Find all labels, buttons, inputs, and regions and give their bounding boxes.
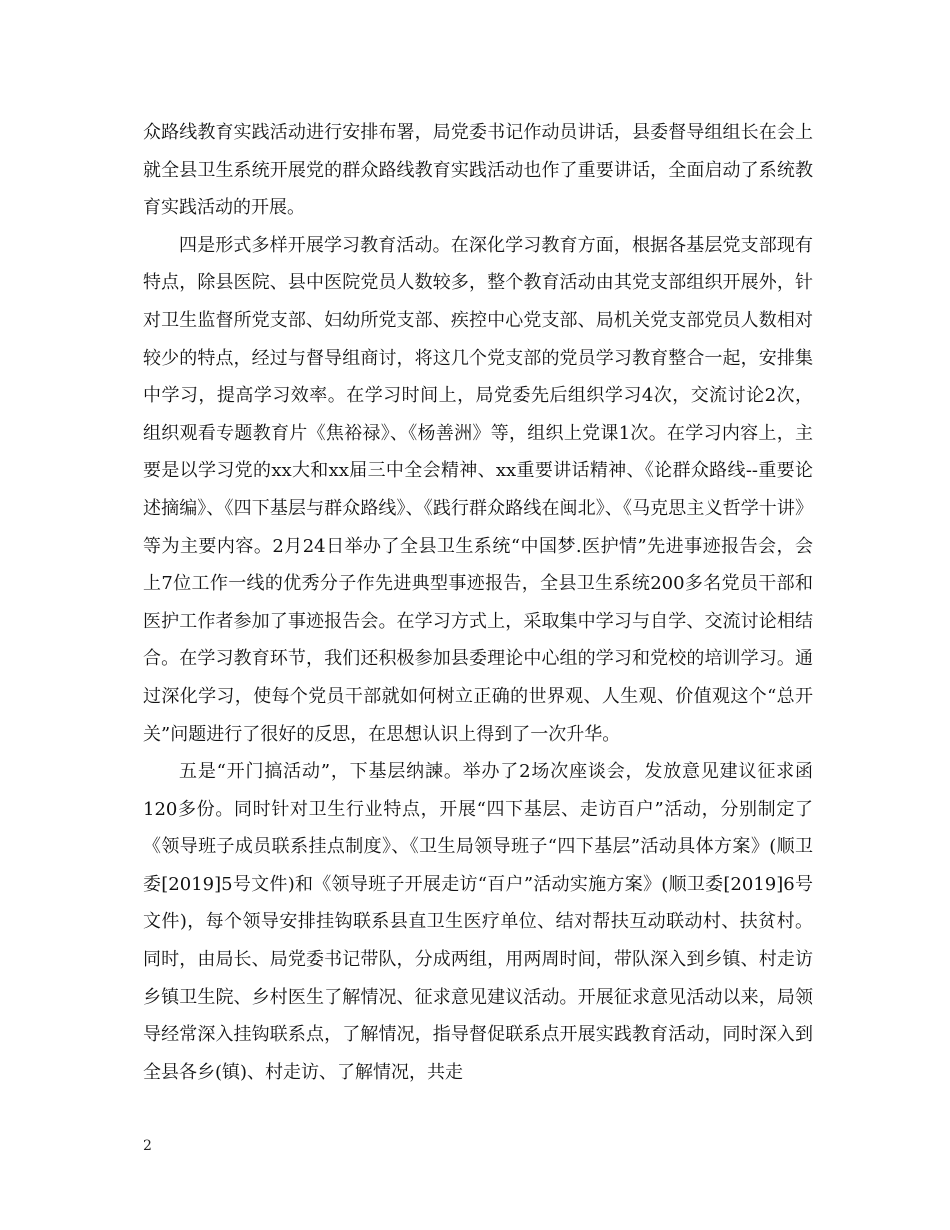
paragraph-open-door-activity: 五是“开门搞活动”，下基层纳諫。举办了2场次座谈会，发放意见建议征求函120多份。同时针对卫生行业特点，开展“四下基层、走访百户”活动，分别制定了《领导班子成员联系挂点制度》、《卫生局领导班子“四下基层”活动具体方案》(顺卫委[2019]5号文件)和《领导班子开展走访“百户”活动实施方案》(顺卫委[2019]6号文件)，每个领导安排挂钩联系县直卫生医疗单位、结对帮扶互动联动村、扶贫村。同时，由局长、局党委书记带队，分成两组，用两周时间，带队深入到乡镇、村走访乡镇卫生院、乡村医生了解情况、征求意见建议活动。开展征求意见活动以来，局领导经常深入挂钩联系点，了解情况，指导督促联系点开展实践教育活动，同时深入到全县各乡(镇)、村走访、了解情况，共走 <box>143 761 813 1083</box>
paragraph-continuation: 众路线教育实践活动进行安排布署，局党委书记作动员讲话，县委督导组组长在会上就全县卫生系统开展党的群众路线教育实践活动也作了重要讲话，全面启动了系统教育实践活动的开展。 <box>143 122 813 219</box>
page-number: 2 <box>143 1138 152 1154</box>
paragraph-study-education: 四是形式多样开展学习教育活动。在深化学习教育方面，根据各基层党支部现有特点，除县医院、县中医院党员人数较多，整个教育活动由其党支部组织开展外，针对卫生监督所党支部、妇幼所党支部、疾控中心党支部、局机关党支部党员人数相对较少的特点，经过与督导组商讨，将这几个党支部的党员学习教育整合一起，安排集中学习，提高学习效率。在学习时间上，局党委先后组织学习4次，交流讨论2次，组织观看专题教育片《焦裕禄》、《杨善洲》等，组织上党课1次。在学习内容上，主要是以学习党的xx大和xx届三中全会精神、xx重要讲话精神、《论群众路线--重要论述摘编》、《四下基层与群众路线》、《践行群众路线在闽北》、《马克思主义哲学十讲》等为主要内容。2月24日举办了全县卫生系统“中国梦.医护情”先进事迹报告会，会上7位工作一线的优秀分子作先进典型事迹报告，全县卫生系统200多名党员干部和医护工作者参加了事迹报告会。在学习方式上，采取集中学习与自学、交流讨论相结合。在学习教育环节，我们还积极参加县委理论中心组的学习和党校的培训学习。通过深化学习，使每个党员干部就如何树立正确的世界观、人生观、价值观这个“总开关”问题进行了很好的反思，在思想认识上得到了一次升华。 <box>143 234 813 745</box>
document-body <box>143 114 813 1091</box>
